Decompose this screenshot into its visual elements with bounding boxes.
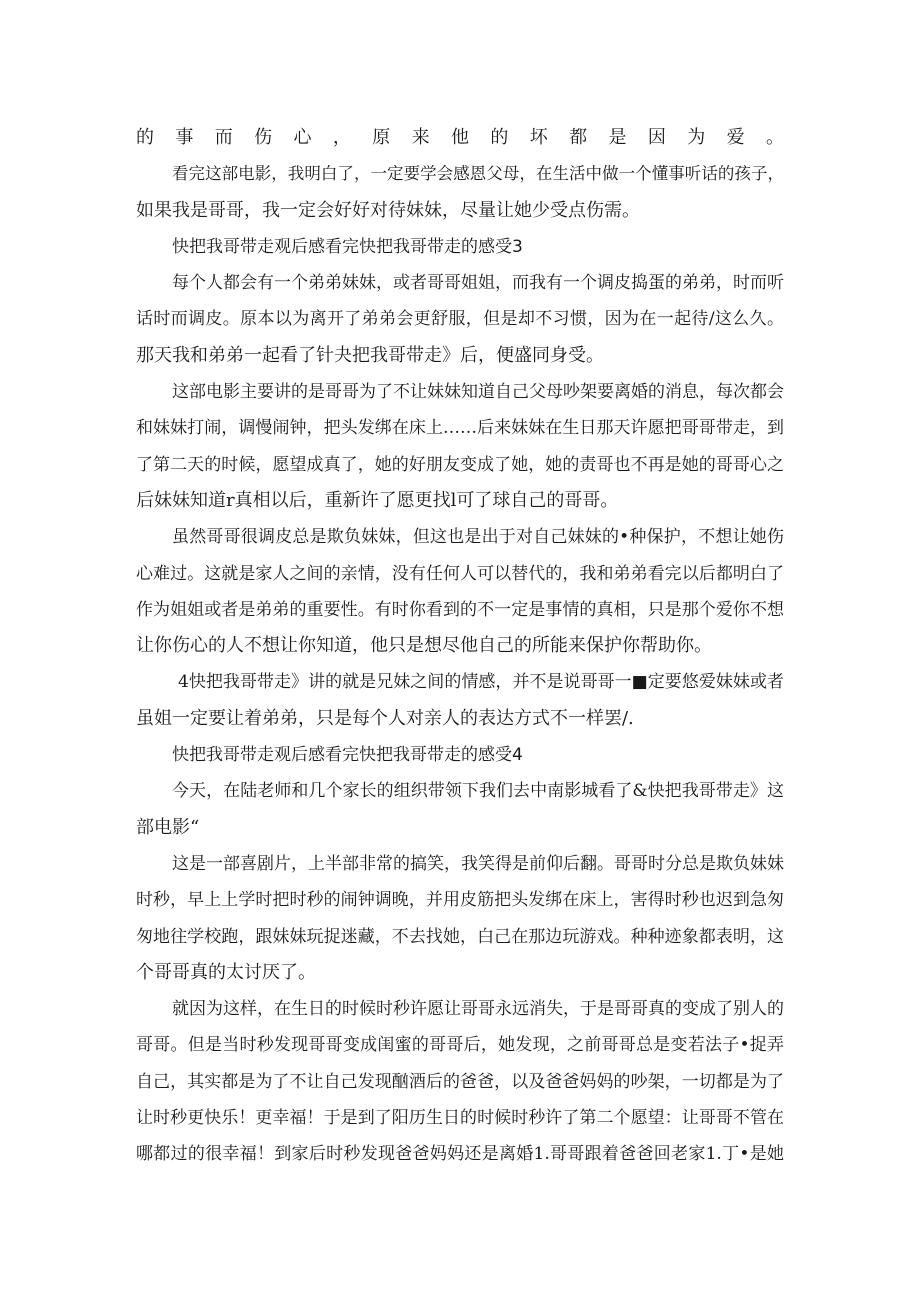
text-line: 部电影“ (136, 816, 200, 838)
text-line: 如果我是哥哥，我一定会好好对待妹妹，尽量让她少受点伤需。 (136, 199, 640, 221)
text-line: 让你伤心的人不想让你知道，他只是想尽他自己的所能来保护你帮助你。 (136, 635, 712, 657)
text-line: 看完这部电影，我明白了，一定要学会感恩父母，在生活中做一个懂事听话的孩子， (172, 164, 784, 184)
text-line: 个哥哥真的太讨厌了。 (136, 961, 316, 983)
text-line: 虽姐一定要让着弟弟，只是每个人对亲人的表达方式不一样罢/. (136, 707, 634, 729)
text-line: 了第二天的时候，愿望成真了，她的好朋友变成了她，她的责哥也不再是她的哥哥心之 (136, 454, 784, 475)
text-line: 话时而调皮。原本以为离开了弟弟会更舒服，但是却不习惯，因为在一起待/这么久。 (136, 309, 784, 330)
text-line: 今天，在陆老师和几个家长的组织带领下我们去中南影城看了&快把我哥带走》这 (172, 781, 784, 802)
text-line: 那天我和弟弟一起看了针夬把我哥带走》后，便盛同身受。 (136, 344, 604, 366)
text-line: 这是一部喜剧片，上半部非常的搞笑，我笑得是前仰后翻。哥哥时分总是欺负妹妹 (172, 853, 784, 874)
text-line: 每个人都会有一个弟弟妹妹，或者哥哥姐姐，而我有一个调皮捣蛋的弟弟，时而听 (172, 273, 784, 294)
text-line: 自己，其实都是为了不让自己发现酗酒后的爸爸，以及爸爸妈妈的吵架，一切都是为了 (136, 1071, 784, 1092)
text-line: 后妹妹知道r真相以后，重新许了愿更找l可了球自己的哥哥。 (136, 489, 619, 511)
text-line: 这部电影主要讲的是哥哥为了不让妹妹知道自己父母吵架要离婚的消息，每次都会 (172, 382, 784, 403)
section-heading: 快把我哥带走观后感看完快把我哥带走的感受3 (172, 236, 523, 257)
text-line: 让时秒更快乐！更幸福！于是到了阳历生日的时候时秒许了第二个愿望：让哥哥不管在 (136, 1108, 784, 1129)
text-line: 作为姐姐或者是弟弟的重要性。有时你看到的不一定是事情的真相，只是那个爱你不想 (136, 599, 784, 620)
text-line: 时秒，早上上学时把时秒的闹钟调晚，并用皮筋把头发绑在床上，害得时秒也迟到急匆 (136, 890, 784, 911)
text-line: 虽然哥哥很调皮总是欺负妹妹，但这也是出于对自己妹妹的•种保护，不想让她伤 (172, 527, 784, 548)
text-line: 匆地往学校跑，跟妹妹玩捉迷藏，不去找她，白己在那边玩游戏。种种迹象都表明，这 (136, 926, 784, 947)
text-line: 和妹妹打闹，调慢闹钟，把头发绑在床上……后来妹妹在生日那天许愿把哥哥带走，到 (136, 418, 784, 439)
text-line: 心难过。这就是家人之间的亲情，没有任何人可以替代的，我和弟弟看完以后都明白了 (136, 563, 784, 584)
document-body (136, 120, 784, 1173)
text-line: 4快把我哥带走》讲的就是兄妹之间的情感，并不是说哥哥一■定要悠爱妹妹或者 (178, 672, 784, 693)
section-heading: 快把我哥带走观后感看完快把我哥带走的感受4 (172, 745, 523, 766)
text-line: 就因为这样，在生日的时候时秒许愿让哥哥永远消失，于是哥哥真的变成了别人的 (172, 999, 784, 1020)
text-line: 哥哥。但是当时秒发现哥哥变成闺蜜的哥哥后，她发现，之前哥哥总是变若法子•捉弄 (136, 1035, 784, 1056)
text-line: 哪都过的很幸福！到家后时秒发现爸爸妈妈还是离婚1.哥哥跟着爸爸回老家1.丁•是她 (136, 1144, 784, 1165)
text-line: 的事而伤心，原来他的坏都是因为爱。 (136, 127, 784, 148)
